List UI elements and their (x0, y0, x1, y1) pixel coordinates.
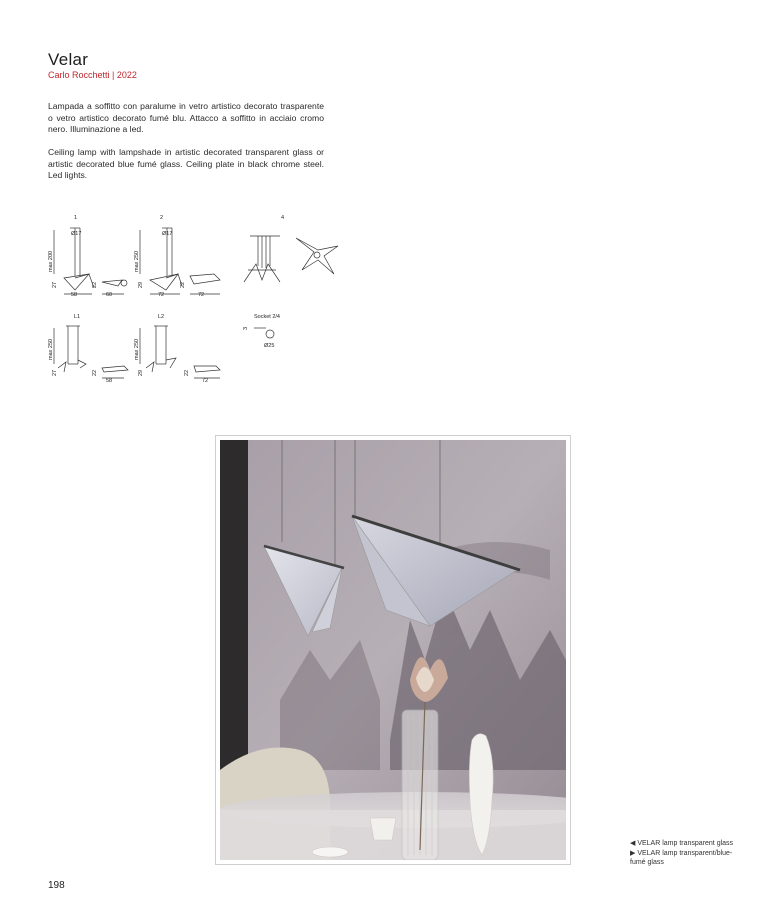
variant-l1-side-height: 22 (92, 369, 98, 376)
variant-1-label: 1 (74, 215, 78, 221)
description-italian: Lampada a soffitto con paralume in vetro artistico decorato trasparente o vetro artistico decorato fumé blu. Attacco a soffitto in acciaio cromo nero. Illuminazione a led. (48, 101, 324, 135)
product-photo-frame (215, 435, 571, 865)
variant-l1-height: max 250 (48, 338, 54, 360)
socket-label: Socket 2/4 (254, 314, 280, 320)
variant-4-label: 4 (281, 215, 285, 221)
variant-l1-shade-height: 27 (52, 369, 58, 376)
variant-2-label: 2 (160, 215, 164, 221)
page-number: 198 (48, 880, 65, 891)
variant-1-drawing (54, 228, 127, 294)
product-photo (220, 440, 566, 860)
product-title: Velar (48, 50, 89, 69)
variant-2-side-height: 22 (180, 281, 186, 288)
variant-l1-side-width: 58 (106, 378, 113, 384)
variant-1-width: 58 (71, 292, 78, 298)
socket-drawing (254, 328, 274, 338)
variant-4-drawing (244, 236, 338, 282)
variant-2-shade-height: 29 (138, 281, 144, 288)
variant-2-width: 72 (158, 292, 165, 298)
variant-l1-label: L1 (74, 314, 81, 320)
variant-2-diameter: Ø17 (162, 231, 173, 237)
variant-1-side-width: 60 (106, 292, 113, 298)
variant-l2-drawing (140, 326, 220, 378)
variant-l2-side-height: 22 (184, 369, 190, 376)
socket-depth: 3 (243, 326, 249, 330)
variant-l1-drawing (54, 326, 128, 378)
caption-line-1: ◀ VELAR lamp transparent glass (630, 840, 734, 847)
technical-drawings (44, 208, 344, 398)
variant-l2-side-width: 72 (202, 378, 209, 384)
caption-line-3: fumé glass (630, 859, 664, 866)
caption-line-2: ▶ VELAR lamp transparent/blue- (630, 849, 733, 857)
variant-2-height: max 250 (134, 250, 140, 272)
variant-l2-height: max 250 (134, 338, 140, 360)
variant-l2-label: L2 (158, 314, 165, 320)
vase (402, 700, 438, 860)
drawings-svg (44, 208, 344, 393)
designer-credit: Carlo Rocchetti | 2022 (48, 70, 137, 80)
socket-diameter: Ø25 (264, 343, 275, 349)
variant-l2-shade-height: 29 (138, 369, 144, 376)
description-english: Ceiling lamp with lampshade in artistic decorated transparent glass or artistic decorated blue fumé glass. Ceiling plate in black chrome steel. Led lights. (48, 147, 324, 181)
variant-1-diameter: Ø17 (71, 231, 82, 237)
product-photo-illustration (220, 440, 566, 860)
variant-2-side-width: 72 (198, 292, 205, 298)
variant-1-height: max 200 (48, 250, 54, 272)
photo-caption (630, 839, 760, 868)
variant-1-side-height: 22 (92, 281, 98, 288)
variant-1-shade-height: 27 (52, 281, 58, 288)
